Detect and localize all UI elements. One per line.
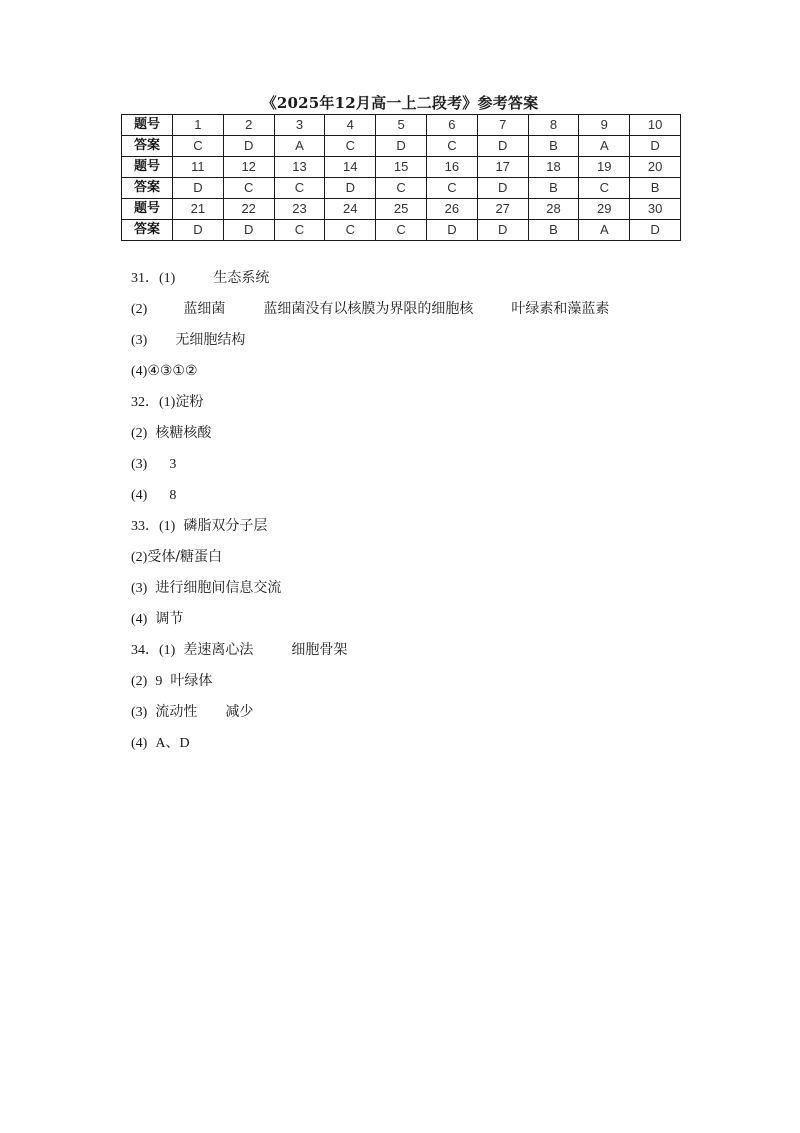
q31-part1-label: 31．(1) bbox=[131, 271, 176, 286]
q33-part2-label: (2) bbox=[131, 550, 148, 565]
answer-header: 答案 bbox=[122, 136, 173, 157]
question-number-cell: 7 bbox=[477, 115, 528, 136]
answer-cell: C bbox=[376, 220, 427, 241]
question-number-cell: 2 bbox=[223, 115, 274, 136]
question-number-cell: 6 bbox=[426, 115, 477, 136]
answer-cell: D bbox=[173, 220, 224, 241]
question-number-cell: 4 bbox=[325, 115, 376, 136]
q32-part4-answer: 8 bbox=[169, 488, 177, 503]
question-number-cell: 25 bbox=[376, 199, 427, 220]
question-number-row bbox=[122, 115, 681, 136]
answer-cell: C bbox=[173, 136, 224, 157]
q31-part4-answer: ④③①② bbox=[147, 363, 198, 379]
answer-cell: B bbox=[528, 136, 579, 157]
answer-cell: A bbox=[274, 136, 325, 157]
answer-cell: D bbox=[477, 220, 528, 241]
answer-cell: D bbox=[477, 136, 528, 157]
q31-part3 bbox=[131, 327, 691, 358]
q33-part2-answer: 受体/糖蛋白 bbox=[147, 549, 223, 565]
q33-part3-answer: 进行细胞间信息交流 bbox=[155, 580, 282, 596]
answer-cell: D bbox=[376, 136, 427, 157]
q32-part4 bbox=[131, 482, 691, 513]
question-number-cell: 1 bbox=[173, 115, 224, 136]
question-number-header: 题号 bbox=[122, 157, 173, 178]
q32-part3 bbox=[131, 451, 691, 482]
answer-cell: C bbox=[376, 178, 427, 199]
q33-part3 bbox=[131, 575, 691, 606]
answer-row bbox=[122, 220, 681, 241]
q31-part3-answer: 无细胞结构 bbox=[175, 332, 246, 348]
answer-cell: D bbox=[630, 136, 681, 157]
answer-cell: C bbox=[274, 178, 325, 199]
q34-part3-answer-a: 流动性 bbox=[155, 704, 198, 720]
q31-part4 bbox=[131, 358, 691, 389]
answer-cell: D bbox=[223, 220, 274, 241]
q33-part3-label: (3) bbox=[131, 581, 148, 596]
question-number-cell: 26 bbox=[426, 199, 477, 220]
answer-cell: C bbox=[426, 136, 477, 157]
answer-cell: C bbox=[325, 136, 376, 157]
question-number-cell: 17 bbox=[477, 157, 528, 178]
q33-part2 bbox=[131, 544, 691, 575]
q33-part4-answer: 调节 bbox=[155, 611, 184, 627]
question-number-cell: 18 bbox=[528, 157, 579, 178]
question-number-cell: 3 bbox=[274, 115, 325, 136]
q31-part3-label: (3) bbox=[131, 333, 148, 348]
answer-cell: D bbox=[477, 178, 528, 199]
q33-part4-label: (4) bbox=[131, 612, 148, 627]
q32-part1-answer: 淀粉 bbox=[175, 394, 204, 410]
question-number-row bbox=[122, 157, 681, 178]
q32-part2-label: (2) bbox=[131, 426, 148, 441]
question-number-cell: 21 bbox=[173, 199, 224, 220]
q32-part4-label: (4) bbox=[131, 488, 148, 503]
q31-part2-answer-a: 蓝细菌 bbox=[183, 301, 226, 317]
question-number-cell: 20 bbox=[630, 157, 681, 178]
answer-cell: D bbox=[325, 178, 376, 199]
question-number-cell: 30 bbox=[630, 199, 681, 220]
q34-part2 bbox=[131, 668, 691, 699]
q31-part2-answer-c: 叶绿素和藻蓝素 bbox=[511, 301, 610, 317]
question-number-cell: 10 bbox=[630, 115, 681, 136]
q32-part3-answer: 3 bbox=[169, 457, 177, 472]
q34-part2-answer-b: 叶绿体 bbox=[170, 673, 213, 689]
question-number-cell: 11 bbox=[173, 157, 224, 178]
answer-section bbox=[131, 265, 691, 761]
question-number-cell: 12 bbox=[223, 157, 274, 178]
answer-cell: B bbox=[528, 178, 579, 199]
q31-part2-label: (2) bbox=[131, 302, 148, 317]
question-number-cell: 5 bbox=[376, 115, 427, 136]
question-number-cell: 19 bbox=[579, 157, 630, 178]
q34-part1 bbox=[131, 637, 691, 668]
q33-part1 bbox=[131, 513, 691, 544]
q33-part1-answer: 磷脂双分子层 bbox=[183, 518, 268, 534]
q31-part4-label: (4) bbox=[131, 364, 148, 379]
answer-cell: D bbox=[223, 136, 274, 157]
question-number-cell: 16 bbox=[426, 157, 477, 178]
answer-cell: C bbox=[223, 178, 274, 199]
answer-header: 答案 bbox=[122, 178, 173, 199]
q34-part4-label: (4) bbox=[131, 736, 148, 751]
q34-part1-label: 34．(1) bbox=[131, 643, 176, 658]
question-number-cell: 9 bbox=[579, 115, 630, 136]
question-number-cell: 13 bbox=[274, 157, 325, 178]
answer-cell: D bbox=[630, 220, 681, 241]
document-title: 《2025年12月高一上二段考》参考答案 bbox=[261, 94, 539, 112]
q32-part3-label: (3) bbox=[131, 457, 148, 472]
q32-part2 bbox=[131, 420, 691, 451]
q33-part1-label: 33．(1) bbox=[131, 519, 176, 534]
question-number-header: 题号 bbox=[122, 199, 173, 220]
q34-part3 bbox=[131, 699, 691, 730]
q31-part1-answer: 生态系统 bbox=[213, 270, 270, 286]
answer-cell: D bbox=[173, 178, 224, 199]
q34-part3-label: (3) bbox=[131, 705, 148, 720]
q31-part2-answer-b: 蓝细菌没有以核膜为界限的细胞核 bbox=[263, 301, 474, 317]
answer-row bbox=[122, 178, 681, 199]
question-number-cell: 29 bbox=[579, 199, 630, 220]
answer-cell: A bbox=[579, 136, 630, 157]
question-number-cell: 24 bbox=[325, 199, 376, 220]
question-number-cell: 27 bbox=[477, 199, 528, 220]
answer-cell: D bbox=[426, 220, 477, 241]
answer-header: 答案 bbox=[122, 220, 173, 241]
answer-cell: C bbox=[426, 178, 477, 199]
question-number-cell: 23 bbox=[274, 199, 325, 220]
q34-part4 bbox=[131, 730, 691, 761]
question-number-cell: 14 bbox=[325, 157, 376, 178]
question-number-cell: 8 bbox=[528, 115, 579, 136]
q34-part2-answer-a: 9 bbox=[155, 674, 163, 689]
answer-row bbox=[122, 136, 681, 157]
question-number-row bbox=[122, 199, 681, 220]
q32-part2-answer: 核糖核酸 bbox=[155, 425, 212, 441]
answer-cell: C bbox=[274, 220, 325, 241]
q31-part2 bbox=[131, 296, 691, 327]
q34-part2-label: (2) bbox=[131, 674, 148, 689]
q33-part4 bbox=[131, 606, 691, 637]
answer-cell: A bbox=[579, 220, 630, 241]
answer-table bbox=[121, 114, 681, 241]
question-number-cell: 22 bbox=[223, 199, 274, 220]
q32-part1 bbox=[131, 389, 691, 420]
answer-cell: C bbox=[579, 178, 630, 199]
q32-part1-label: 32．(1) bbox=[131, 395, 176, 410]
question-number-header: 题号 bbox=[122, 115, 173, 136]
q34-part1-answer-a: 差速离心法 bbox=[183, 642, 254, 658]
answer-table-body bbox=[122, 115, 681, 241]
q34-part3-answer-b: 减少 bbox=[225, 704, 254, 720]
answer-cell: C bbox=[325, 220, 376, 241]
q31-part1 bbox=[131, 265, 691, 296]
question-number-cell: 15 bbox=[376, 157, 427, 178]
answer-cell: B bbox=[630, 178, 681, 199]
answer-cell: B bbox=[528, 220, 579, 241]
q34-part4-answer: A、D bbox=[155, 736, 190, 751]
question-number-cell: 28 bbox=[528, 199, 579, 220]
q34-part1-answer-b: 细胞骨架 bbox=[291, 642, 348, 658]
